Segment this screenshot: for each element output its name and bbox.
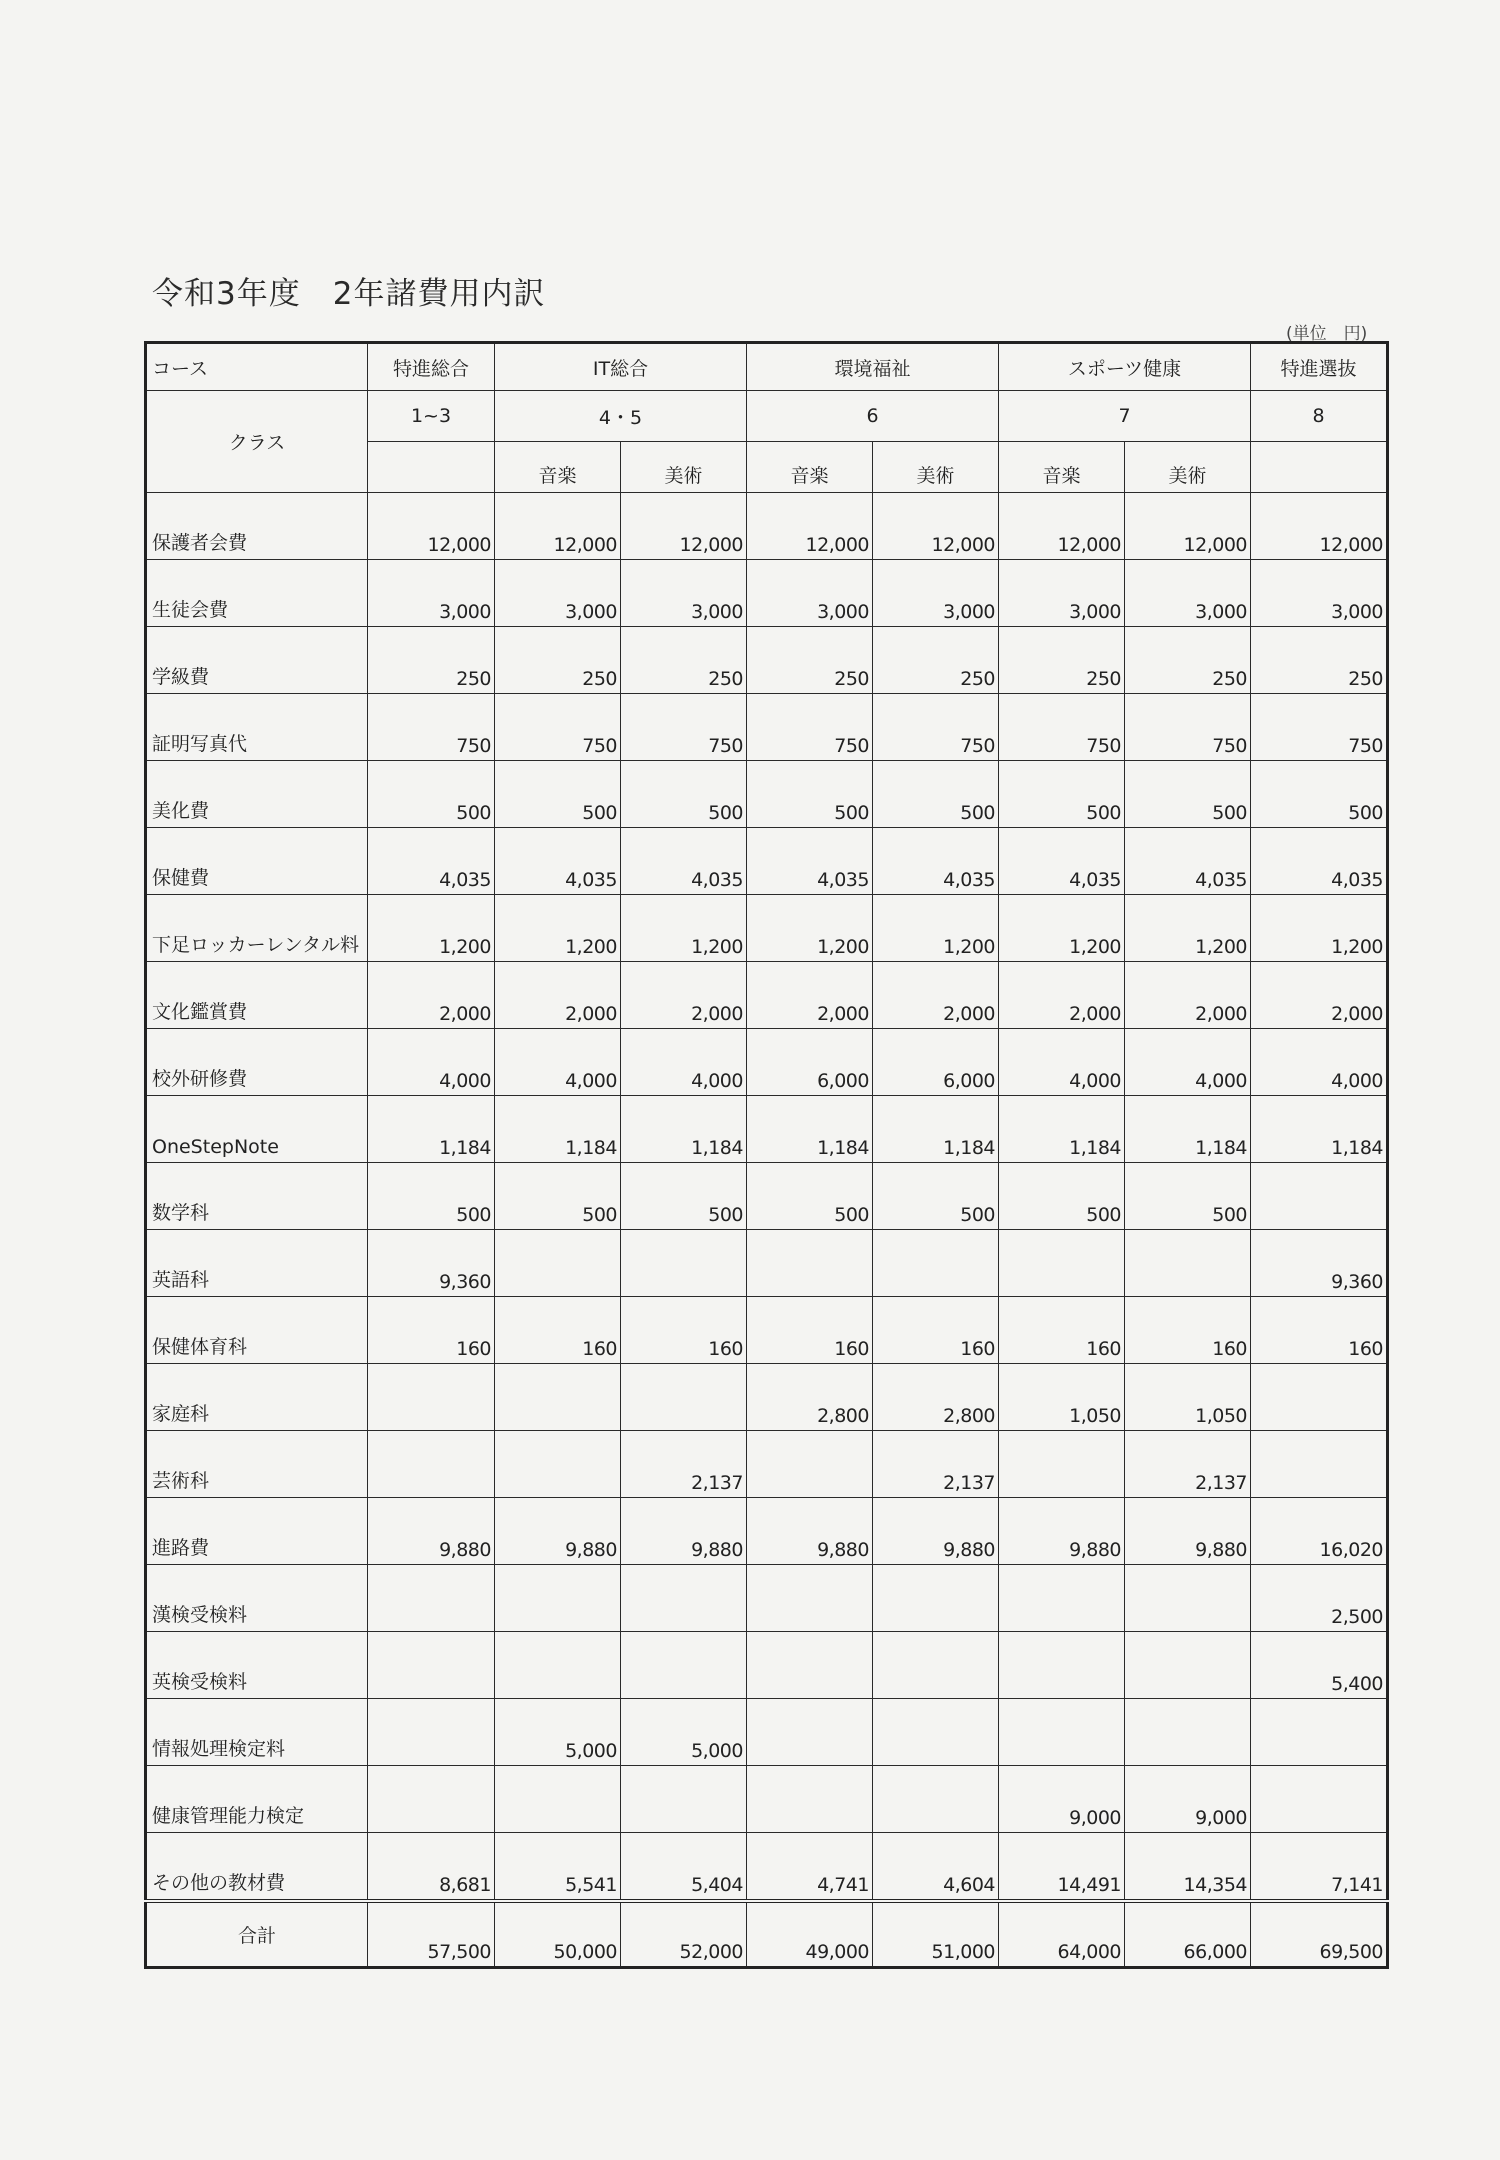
amount-cell <box>621 1565 747 1632</box>
sub-header: 音楽 <box>495 442 621 493</box>
amount-cell: 9,880 <box>999 1498 1125 1565</box>
class-header: 6 <box>747 391 999 442</box>
amount-cell: 4,035 <box>1125 828 1251 895</box>
amount-cell: 16,020 <box>1251 1498 1388 1565</box>
amount-cell: 160 <box>495 1297 621 1364</box>
row-label: 保健体育科 <box>146 1297 368 1364</box>
amount-cell <box>621 1364 747 1431</box>
amount-cell: 2,000 <box>1125 962 1251 1029</box>
sub-header <box>1251 442 1388 493</box>
amount-cell: 2,000 <box>495 962 621 1029</box>
row-label: 英検受検料 <box>146 1632 368 1699</box>
row-label: 家庭科 <box>146 1364 368 1431</box>
amount-cell: 1,184 <box>1251 1096 1388 1163</box>
amount-cell <box>495 1766 621 1833</box>
course-header: IT総合 <box>495 343 747 391</box>
amount-cell: 4,035 <box>747 828 873 895</box>
amount-cell: 250 <box>1125 627 1251 694</box>
amount-cell <box>368 1431 495 1498</box>
row-label: 保護者会費 <box>146 493 368 560</box>
table-row <box>146 1364 1388 1431</box>
amount-cell <box>621 1632 747 1699</box>
amount-cell <box>1125 1565 1251 1632</box>
amount-cell: 1,184 <box>1125 1096 1251 1163</box>
total-amount-cell: 64,000 <box>999 1901 1125 1968</box>
row-label: 生徒会費 <box>146 560 368 627</box>
amount-cell: 750 <box>368 694 495 761</box>
amount-cell: 4,000 <box>368 1029 495 1096</box>
amount-cell <box>747 1230 873 1297</box>
course-header-label: コース <box>146 343 368 391</box>
amount-cell: 1,200 <box>873 895 999 962</box>
amount-cell <box>368 1565 495 1632</box>
class-header: 4・5 <box>495 391 747 442</box>
amount-cell: 160 <box>873 1297 999 1364</box>
amount-cell: 250 <box>747 627 873 694</box>
amount-cell: 4,741 <box>747 1833 873 1902</box>
amount-cell: 500 <box>621 761 747 828</box>
amount-cell: 1,184 <box>747 1096 873 1163</box>
amount-cell: 1,050 <box>999 1364 1125 1431</box>
amount-cell: 12,000 <box>999 493 1125 560</box>
amount-cell <box>495 1230 621 1297</box>
amount-cell <box>873 1766 999 1833</box>
total-amount-cell: 50,000 <box>495 1901 621 1968</box>
amount-cell: 2,000 <box>621 962 747 1029</box>
amount-cell: 1,184 <box>368 1096 495 1163</box>
amount-cell: 2,000 <box>368 962 495 1029</box>
amount-cell: 250 <box>495 627 621 694</box>
class-header: 7 <box>999 391 1251 442</box>
table-row <box>146 1632 1388 1699</box>
amount-cell: 6,000 <box>747 1029 873 1096</box>
amount-cell: 12,000 <box>1125 493 1251 560</box>
amount-cell: 4,000 <box>1251 1029 1388 1096</box>
row-label: 進路費 <box>146 1498 368 1565</box>
total-amount-cell: 66,000 <box>1125 1901 1251 1968</box>
amount-cell: 2,000 <box>747 962 873 1029</box>
amount-cell: 4,035 <box>873 828 999 895</box>
total-amount-cell: 69,500 <box>1251 1901 1388 1968</box>
amount-cell: 1,184 <box>621 1096 747 1163</box>
amount-cell <box>621 1230 747 1297</box>
amount-cell: 1,184 <box>999 1096 1125 1163</box>
table-row <box>146 1833 1388 1902</box>
amount-cell: 250 <box>621 627 747 694</box>
amount-cell: 750 <box>747 694 873 761</box>
amount-cell: 2,137 <box>1125 1431 1251 1498</box>
amount-cell: 500 <box>1251 761 1388 828</box>
amount-cell: 1,200 <box>621 895 747 962</box>
amount-cell: 3,000 <box>368 560 495 627</box>
table-row <box>146 627 1388 694</box>
amount-cell: 250 <box>1251 627 1388 694</box>
page-title: 令和3年度 2年諸費用内訳 <box>152 276 546 312</box>
amount-cell: 500 <box>747 1163 873 1230</box>
amount-cell: 3,000 <box>1125 560 1251 627</box>
amount-cell: 9,880 <box>621 1498 747 1565</box>
amount-cell: 750 <box>1125 694 1251 761</box>
course-header: 特進総合 <box>368 343 495 391</box>
table-row <box>146 1230 1388 1297</box>
table-row <box>146 962 1388 1029</box>
amount-cell: 3,000 <box>999 560 1125 627</box>
amount-cell: 500 <box>1125 761 1251 828</box>
amount-cell: 4,035 <box>621 828 747 895</box>
total-amount-cell: 49,000 <box>747 1901 873 1968</box>
amount-cell: 4,000 <box>999 1029 1125 1096</box>
total-label: 合計 <box>146 1901 368 1968</box>
amount-cell: 12,000 <box>621 493 747 560</box>
amount-cell: 1,050 <box>1125 1364 1251 1431</box>
amount-cell: 160 <box>747 1297 873 1364</box>
sub-header: 美術 <box>621 442 747 493</box>
amount-cell: 5,000 <box>621 1699 747 1766</box>
row-label: 美化費 <box>146 761 368 828</box>
amount-cell <box>747 1699 873 1766</box>
row-label: 証明写真代 <box>146 694 368 761</box>
table-row <box>146 828 1388 895</box>
amount-cell: 7,141 <box>1251 1833 1388 1902</box>
amount-cell: 3,000 <box>495 560 621 627</box>
amount-cell <box>747 1431 873 1498</box>
table-row <box>146 493 1388 560</box>
total-amount-cell: 52,000 <box>621 1901 747 1968</box>
amount-cell: 500 <box>999 761 1125 828</box>
table-row <box>146 560 1388 627</box>
amount-cell: 3,000 <box>873 560 999 627</box>
amount-cell: 750 <box>873 694 999 761</box>
amount-cell <box>1251 1431 1388 1498</box>
row-label: OneStepNote <box>146 1096 368 1163</box>
row-label: 保健費 <box>146 828 368 895</box>
amount-cell <box>999 1230 1125 1297</box>
amount-cell: 4,604 <box>873 1833 999 1902</box>
amount-cell: 1,200 <box>999 895 1125 962</box>
amount-cell: 160 <box>368 1297 495 1364</box>
amount-cell: 2,000 <box>873 962 999 1029</box>
row-label: 漢検受検料 <box>146 1565 368 1632</box>
amount-cell: 9,880 <box>747 1498 873 1565</box>
sub-header: 美術 <box>1125 442 1251 493</box>
row-label: 芸術科 <box>146 1431 368 1498</box>
course-header: スポーツ健康 <box>999 343 1251 391</box>
amount-cell: 500 <box>1125 1163 1251 1230</box>
amount-cell: 9,880 <box>368 1498 495 1565</box>
amount-cell <box>1125 1699 1251 1766</box>
table-row <box>146 1297 1388 1364</box>
amount-cell <box>999 1431 1125 1498</box>
amount-cell: 2,137 <box>621 1431 747 1498</box>
amount-cell: 500 <box>621 1163 747 1230</box>
amount-cell: 3,000 <box>1251 560 1388 627</box>
amount-cell: 750 <box>1251 694 1388 761</box>
amount-cell <box>747 1632 873 1699</box>
amount-cell <box>1125 1230 1251 1297</box>
amount-cell: 5,541 <box>495 1833 621 1902</box>
row-label: 英語科 <box>146 1230 368 1297</box>
amount-cell: 250 <box>368 627 495 694</box>
amount-cell: 160 <box>621 1297 747 1364</box>
table-row <box>146 1565 1388 1632</box>
amount-cell: 12,000 <box>747 493 873 560</box>
amount-cell: 3,000 <box>747 560 873 627</box>
course-header: 環境福祉 <box>747 343 999 391</box>
amount-cell <box>747 1565 873 1632</box>
class-header: 1~3 <box>368 391 495 442</box>
amount-cell <box>368 1766 495 1833</box>
sub-header: 音楽 <box>999 442 1125 493</box>
amount-cell: 1,184 <box>873 1096 999 1163</box>
amount-cell: 4,035 <box>495 828 621 895</box>
row-label: 校外研修費 <box>146 1029 368 1096</box>
amount-cell <box>1251 1163 1388 1230</box>
amount-cell <box>999 1565 1125 1632</box>
table-row <box>146 1163 1388 1230</box>
amount-cell: 1,184 <box>495 1096 621 1163</box>
class-header-label: クラス <box>146 391 368 493</box>
amount-cell: 4,035 <box>368 828 495 895</box>
amount-cell: 12,000 <box>873 493 999 560</box>
amount-cell: 4,000 <box>1125 1029 1251 1096</box>
amount-cell: 14,354 <box>1125 1833 1251 1902</box>
amount-cell: 9,880 <box>1125 1498 1251 1565</box>
amount-cell: 4,000 <box>495 1029 621 1096</box>
amount-cell: 500 <box>368 1163 495 1230</box>
table-row <box>146 761 1388 828</box>
table-row <box>146 1431 1388 1498</box>
amount-cell <box>621 1766 747 1833</box>
amount-cell: 2,137 <box>873 1431 999 1498</box>
amount-cell: 2,800 <box>747 1364 873 1431</box>
amount-cell: 1,200 <box>1125 895 1251 962</box>
amount-cell: 3,000 <box>621 560 747 627</box>
amount-cell: 750 <box>495 694 621 761</box>
amount-cell <box>873 1632 999 1699</box>
amount-cell <box>368 1632 495 1699</box>
table-row <box>146 1699 1388 1766</box>
table-row <box>146 1096 1388 1163</box>
amount-cell <box>495 1364 621 1431</box>
row-label: 情報処理検定料 <box>146 1699 368 1766</box>
amount-cell: 1,200 <box>368 895 495 962</box>
class-header: 8 <box>1251 391 1388 442</box>
amount-cell: 9,000 <box>999 1766 1125 1833</box>
amount-cell: 5,404 <box>621 1833 747 1902</box>
amount-cell: 250 <box>873 627 999 694</box>
amount-cell: 2,000 <box>1251 962 1388 1029</box>
amount-cell <box>1125 1632 1251 1699</box>
amount-cell: 9,360 <box>368 1230 495 1297</box>
amount-cell <box>999 1632 1125 1699</box>
sub-header: 美術 <box>873 442 999 493</box>
amount-cell: 160 <box>1251 1297 1388 1364</box>
total-row <box>146 1901 1388 1968</box>
amount-cell: 9,880 <box>873 1498 999 1565</box>
amount-cell: 5,400 <box>1251 1632 1388 1699</box>
course-header: 特進選抜 <box>1251 343 1388 391</box>
amount-cell <box>747 1766 873 1833</box>
amount-cell <box>873 1699 999 1766</box>
amount-cell: 5,000 <box>495 1699 621 1766</box>
table-row <box>146 895 1388 962</box>
amount-cell: 4,035 <box>1251 828 1388 895</box>
amount-cell: 1,200 <box>747 895 873 962</box>
table-row <box>146 1766 1388 1833</box>
amount-cell: 9,000 <box>1125 1766 1251 1833</box>
amount-cell: 500 <box>747 761 873 828</box>
amount-cell <box>873 1565 999 1632</box>
amount-cell: 6,000 <box>873 1029 999 1096</box>
amount-cell <box>1251 1766 1388 1833</box>
total-amount-cell: 51,000 <box>873 1901 999 1968</box>
table-row <box>146 694 1388 761</box>
sub-header <box>368 442 495 493</box>
row-label: 下足ロッカーレンタル料 <box>146 895 368 962</box>
amount-cell: 12,000 <box>495 493 621 560</box>
table-row <box>146 1498 1388 1565</box>
row-label: その他の教材費 <box>146 1833 368 1902</box>
amount-cell: 8,681 <box>368 1833 495 1902</box>
amount-cell <box>495 1431 621 1498</box>
amount-cell <box>1251 1364 1388 1431</box>
fee-table <box>144 341 1389 1969</box>
amount-cell: 12,000 <box>368 493 495 560</box>
amount-cell: 500 <box>368 761 495 828</box>
amount-cell: 2,800 <box>873 1364 999 1431</box>
amount-cell: 160 <box>1125 1297 1251 1364</box>
amount-cell: 14,491 <box>999 1833 1125 1902</box>
amount-cell: 160 <box>999 1297 1125 1364</box>
amount-cell <box>999 1699 1125 1766</box>
amount-cell: 9,880 <box>495 1498 621 1565</box>
row-label: 学級費 <box>146 627 368 694</box>
amount-cell: 12,000 <box>1251 493 1388 560</box>
amount-cell: 500 <box>873 761 999 828</box>
amount-cell <box>495 1632 621 1699</box>
amount-cell: 500 <box>999 1163 1125 1230</box>
amount-cell: 2,500 <box>1251 1565 1388 1632</box>
row-label: 数学科 <box>146 1163 368 1230</box>
unit-note: (単位 円) <box>1286 324 1368 344</box>
amount-cell: 500 <box>495 1163 621 1230</box>
amount-cell: 750 <box>621 694 747 761</box>
amount-cell: 750 <box>999 694 1125 761</box>
amount-cell <box>873 1230 999 1297</box>
amount-cell: 4,000 <box>621 1029 747 1096</box>
total-amount-cell: 57,500 <box>368 1901 495 1968</box>
amount-cell <box>368 1364 495 1431</box>
amount-cell: 250 <box>999 627 1125 694</box>
amount-cell <box>495 1565 621 1632</box>
amount-cell: 1,200 <box>495 895 621 962</box>
amount-cell: 1,200 <box>1251 895 1388 962</box>
amount-cell: 500 <box>495 761 621 828</box>
amount-cell: 9,360 <box>1251 1230 1388 1297</box>
amount-cell <box>368 1699 495 1766</box>
sub-header: 音楽 <box>747 442 873 493</box>
amount-cell: 2,000 <box>999 962 1125 1029</box>
row-label: 健康管理能力検定 <box>146 1766 368 1833</box>
amount-cell <box>1251 1699 1388 1766</box>
amount-cell: 4,035 <box>999 828 1125 895</box>
amount-cell: 500 <box>873 1163 999 1230</box>
row-label: 文化鑑賞費 <box>146 962 368 1029</box>
table-row <box>146 1029 1388 1096</box>
